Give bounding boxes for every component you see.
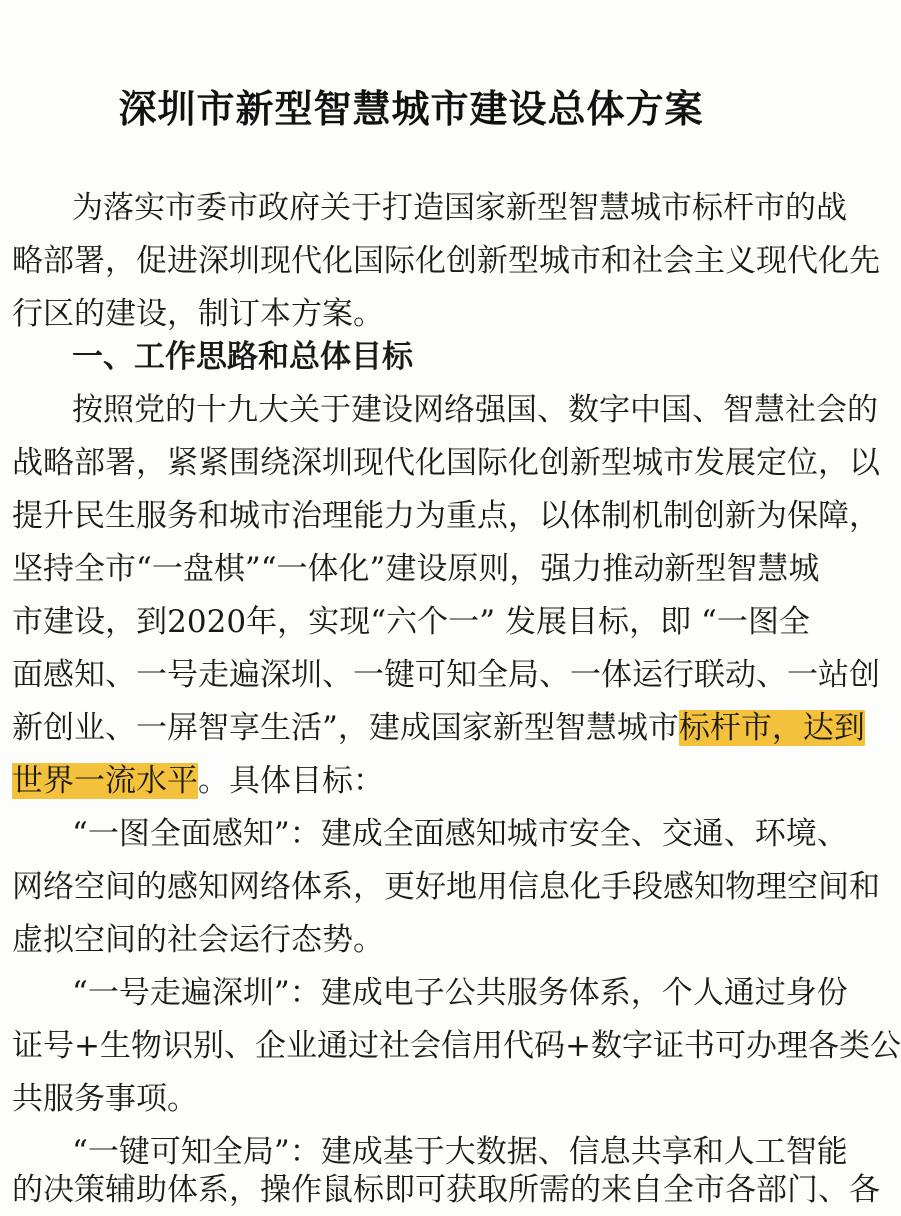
paragraph-line: 坚持全市“一盘棋”“一体化”建设原则，强力推动新型智慧城 <box>12 551 820 587</box>
paragraph-line: 提升民生服务和城市治理能力为重点，以体制机制创新为保障， <box>12 498 880 534</box>
paragraph-line: 网络空间的感知网络体系，更好地用信息化手段感知物理空间和 <box>12 869 880 905</box>
line-text: 。具体目标： <box>198 763 384 799</box>
paragraph-line: 略部署，促进深圳现代化国际化创新型城市和社会主义现代化先 <box>12 243 880 279</box>
paragraph-line-highlighted <box>0 755 834 807</box>
document-title: 深圳市新型智慧城市建设总体方案 <box>118 86 704 131</box>
paragraph-line: 面感知、一号走遍深圳、一键可知全局、一体运行联动、一站创 <box>12 657 880 693</box>
paragraph-line: 的决策辅助体系，操作鼠标即可获取所需的来自全市各部门、各 <box>12 1172 880 1208</box>
paragraph-line: 按照党的十九大关于建设网络强国、数字中国、智慧社会的 <box>72 392 878 428</box>
paragraph-line: 战略部署，紧紧围绕深圳现代化国际化创新型城市发展定位，以 <box>12 445 880 481</box>
paragraph-line: 证号+生物识别、企业通过社会信用代码+数字证书可办理各类公 <box>12 1028 901 1064</box>
paragraph-line: “一键可知全局”：建成基于大数据、信息共享和人工智能 <box>72 1134 848 1170</box>
highlighted-text: 标杆市，达到 <box>678 710 865 746</box>
paragraph-line: “一号走遍深圳”：建成电子公共服务体系，个人通过身份 <box>72 975 848 1011</box>
line-text: 新创业、一屏智享生活”，建成国家新型智慧城市 <box>12 710 679 746</box>
paragraph-line: 为落实市委市政府关于打造国家新型智慧城市标杆市的战 <box>72 190 847 226</box>
paragraph-line: 行区的建设，制订本方案。 <box>12 296 384 332</box>
paragraph-line: “一图全面感知”：建成全面感知城市安全、交通、环境、 <box>72 816 848 852</box>
paragraph-line: 虚拟空间的社会运行态势。 <box>12 922 384 958</box>
paragraph-line: 共服务事项。 <box>12 1081 198 1117</box>
highlighted-text: 世界一流水平 <box>12 763 198 799</box>
paragraph-line: 市建设，到2020年，实现“六个一” 发展目标，即 “一图全 <box>12 604 810 640</box>
paragraph-line-highlighted <box>0 702 865 754</box>
section-heading: 一、工作思路和总体目标 <box>72 339 413 375</box>
